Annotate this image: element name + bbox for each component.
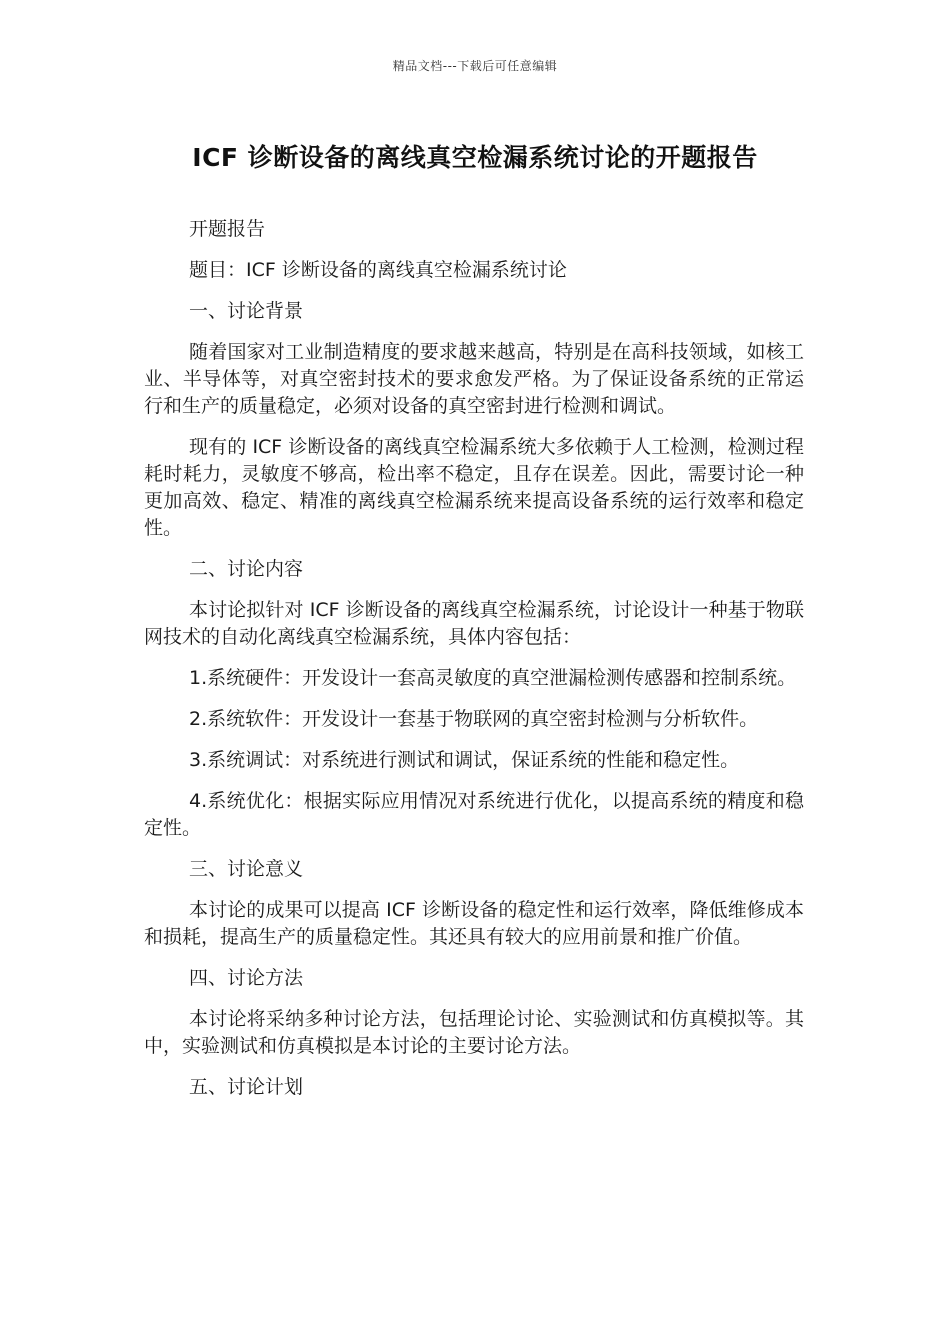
list-item-software: 2.系统软件：开发设计一套基于物联网的真空密封检测与分析软件。 (189, 708, 759, 730)
paragraph-method: 本讨论将采纳多种讨论方法，包括理论讨论、实验测试和仿真模拟等。其中，实验测试和仿真模拟是本讨论的主要讨论方法。 (144, 1008, 804, 1057)
list-item-hardware: 1.系统硬件：开发设计一套高灵敏度的真空泄漏检测传感器和控制系统。 (189, 667, 797, 689)
document-title: ICF 诊断设备的离线真空检漏系统讨论的开题报告 (192, 143, 758, 172)
paragraph-content-intro: 本讨论拟针对 ICF 诊断设备的离线真空检漏系统，讨论设计一种基于物联网技术的自动化离线真空检漏系统，具体内容包括： (144, 599, 804, 648)
section-heading-background: 一、讨论背景 (189, 300, 304, 322)
paragraph-report-label: 开题报告 (189, 218, 266, 240)
section-heading-content: 二、讨论内容 (189, 558, 304, 580)
list-item-debugging: 3.系统调试：对系统进行测试和调试，保证系统的性能和稳定性。 (189, 749, 740, 771)
paragraph-subject: 题目：ICF 诊断设备的离线真空检漏系统讨论 (189, 259, 567, 281)
list-item-optimization: 4.系统优化：根据实际应用情况对系统进行优化，以提高系统的精度和稳定性。 (144, 790, 804, 839)
section-heading-plan: 五、讨论计划 (189, 1076, 304, 1098)
paragraph-background-2: 现有的 ICF 诊断设备的离线真空检漏系统大多依赖于人工检测，检测过程耗时耗力，灵敏度不够高，检出率不稳定，且存在误差。因此，需要讨论一种更加高效、稳定、精准的离线真空检漏系统来提高设备系统的运行效率和稳定性。 (144, 436, 804, 539)
section-heading-method: 四、讨论方法 (189, 967, 304, 989)
paragraph-significance: 本讨论的成果可以提高 ICF 诊断设备的稳定性和运行效率，降低维修成本和损耗，提高生产的质量稳定性。其还具有较大的应用前景和推广价值。 (144, 899, 804, 948)
document-body (144, 216, 804, 1115)
section-heading-significance: 三、讨论意义 (189, 858, 304, 880)
header-note: 精品文档---下载后可任意编辑 (392, 59, 558, 73)
paragraph-background-1: 随着国家对工业制造精度的要求越来越高，特别是在高科技领域，如核工业、半导体等，对真空密封技术的要求愈发严格。为了保证设备系统的正常运行和生产的质量稳定，必须对设备的真空密封进行检测和调试。 (144, 341, 804, 417)
